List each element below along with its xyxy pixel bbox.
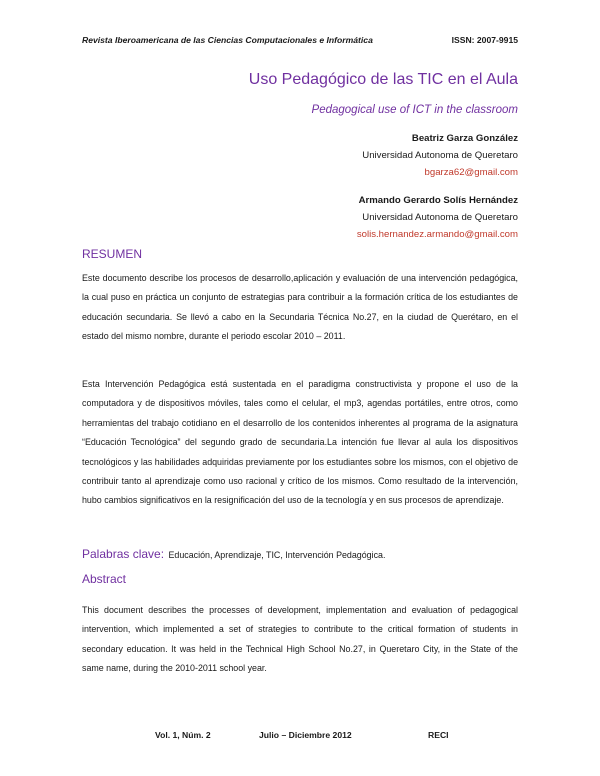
author-affiliation: Universidad Autonoma de Queretaro (362, 212, 518, 223)
paper-title: Uso Pedagógico de las TIC en el Aula (248, 71, 518, 88)
author-block (357, 192, 518, 243)
footer-period: Julio – Diciembre 2012 (259, 730, 352, 740)
keywords-text: Educación, Aprendizaje, TIC, Intervención Pedagógica. (168, 550, 386, 560)
paper-subtitle: Pedagogical use of ICT in the classroom (311, 104, 518, 116)
author-name: Beatriz Garza González (411, 133, 518, 144)
author-block (362, 130, 518, 181)
footer-volume: Vol. 1, Núm. 2 (155, 730, 211, 740)
abstract-heading: Abstract (82, 572, 127, 586)
footer-journal: RECI (428, 730, 449, 740)
resumen-paragraph: Este documento describe los procesos de desarrollo,aplicación y evaluación de una intervención pedagógica, la cual puso en práctica un conjunto de estrategias para contribuir a la formación crítica de los estudiantes de educación secundaria. Se llevó a cabo en la Secundaria Técnica No.27, en la ciudad de Querétaro, en el estado del mismo nombre, durante el periodo escolar 2010 – 2011. (82, 273, 518, 342)
resumen-heading: RESUMEN (82, 247, 143, 261)
author-email-link[interactable]: bgarza62@gmail.com (424, 167, 518, 178)
journal-name: Revista Iberoamericana de las Ciencias Computacionales e Informática (82, 35, 373, 45)
abstract-paragraph: This document describes the processes of development, implementation and evaluation of pedagogical intervention, which implemented a set of strategies to contribute to the critical formation of students in secondary education. It was held in the Technical High School No.27, in Queretaro City, in the State of the same name, during the 2010-2011 school year. (82, 605, 518, 674)
keywords-line (82, 545, 385, 563)
issn: ISSN: 2007-9915 (451, 35, 518, 45)
author-name: Armando Gerardo Solís Hernández (358, 195, 518, 206)
keywords-label: Palabras clave: (82, 547, 165, 561)
running-header (82, 35, 518, 45)
author-affiliation: Universidad Autonoma de Queretaro (362, 150, 518, 161)
resumen-paragraph: Esta Intervención Pedagógica está sustentada en el paradigma constructivista y propone el uso de la computadora y de dispositivos móviles, tales como el celular, el mp3, agendas portátiles, entre otros, como herramientas del trabajo cotidiano en el desarrollo de los contenidos inherentes al programa de la asignatura “Educación Tecnológica” del segundo grado de secundaria.La intención fue llevar al aula los dispositivos tecnológicos y las habilidades adquiridas previamente por los estudiantes sobre los mismos, con el objetivo de contribuir tanto al aprendizaje como uso racional y crítico de los mismos. Como resultado de la intervención, hubo cambios significativos en la resignificación del uso de la tecnología y en sus procesos de aprendizaje. (82, 379, 518, 506)
author-email-link[interactable]: solis.hernandez.armando@gmail.com (356, 229, 518, 240)
